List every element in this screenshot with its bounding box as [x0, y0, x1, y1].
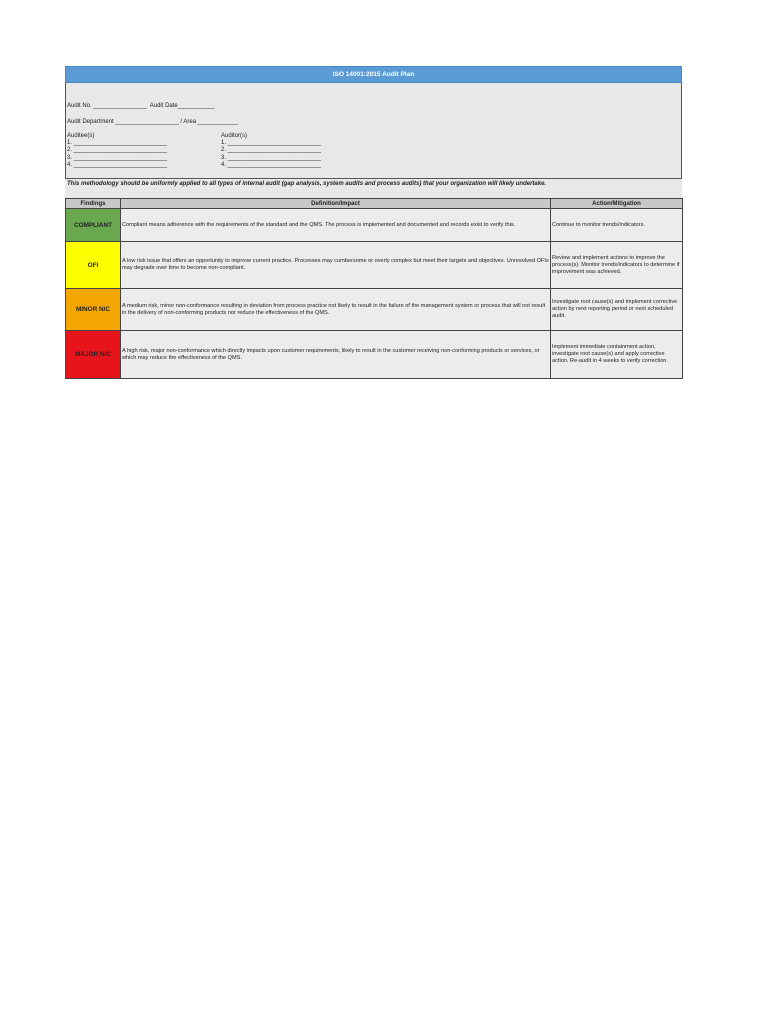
audit-info-box: [65, 83, 682, 179]
auditee-line[interactable]: 4. ____________________________: [67, 161, 168, 168]
auditee-line[interactable]: 1. ____________________________: [67, 140, 168, 147]
finding-compliant: COMPLIANT: [66, 209, 121, 242]
action-header: Action/Mitigation: [551, 199, 683, 209]
auditor-line[interactable]: 2. ____________________________: [221, 147, 322, 154]
definition-cell: Compliant means adherence with the requirements of the standard and the QMS. The process is implemented and documented and records exist to verify this.: [121, 209, 551, 242]
finding-ofi: OFI: [66, 242, 121, 289]
auditee-line[interactable]: 2. ____________________________: [67, 147, 168, 154]
document-title: ISO 14001:2015 Audit Plan: [65, 66, 682, 83]
definition-cell: A low risk issue that offers an opportunity to improve current practice. Processes may cumbersome or overly complex but meet their targets and objectives. Unresolved OFIs may degrade over time to become non-compliant.: [121, 242, 551, 289]
table-row: [66, 209, 683, 242]
action-cell: Continue to monitor trends/indicators.: [551, 209, 683, 242]
finding-minor-nc: MINOR N/C: [66, 289, 121, 331]
auditor-line[interactable]: 4. ____________________________: [221, 161, 322, 168]
methodology-note: [65, 179, 682, 198]
auditor-line[interactable]: 1. ____________________________: [221, 140, 322, 147]
finding-major-nc: MAJOR N/C: [66, 331, 121, 379]
auditors-label: Auditor(s): [221, 133, 248, 139]
table-row: [66, 331, 683, 379]
methodology-note-text: This methodology should be uniformly applied to all types of internal audit (gap analysis, system audits and process audits) that your organization will likely undertake.: [67, 181, 547, 187]
action-cell: Investigate root cause(s) and implement corrective action by next reporting period or next scheduled audit.: [551, 289, 683, 331]
findings-table: [65, 198, 683, 379]
definition-cell: A high risk, major non-conformance which directly impacts upon customer requirements, likely to result in the customer receiving non-conforming products or services, or which may reduce the effectiveness of the QMS.: [121, 331, 551, 379]
auditor-line[interactable]: 3. ____________________________: [221, 154, 322, 161]
auditee-line[interactable]: 3. ____________________________: [67, 154, 168, 161]
definition-header: Definition/Impact: [121, 199, 551, 209]
audit-no-field[interactable]: Audit No. ________________ Audit Date___________: [67, 103, 215, 109]
auditors-list: [221, 133, 321, 169]
action-cell: Implement immediate containment action, investigate root cause(s) and apply corrective action. Re-audit in 4 weeks to verify correction.: [551, 331, 683, 379]
findings-header: Findings: [66, 199, 121, 209]
table-row: [66, 289, 683, 331]
audit-department-field[interactable]: Audit Department ___________________ / Area ____________: [67, 119, 238, 125]
action-cell: Review and implement actions to improve the process(s). Monitor trends/indicators to determine if improvement was achieved.: [551, 242, 683, 289]
auditees-list: [67, 133, 167, 169]
table-header-row: [66, 199, 683, 209]
definition-cell: A medium risk, minor non-conformance resulting in deviation from process practice not likely to result in the failure of the management system or process that will not result in the delivery of non-conforming products nor reduce the effectiveness of the QMS.: [121, 289, 551, 331]
auditees-label: Auditee(s): [67, 133, 95, 139]
table-row: [66, 242, 683, 289]
audit-plan-sheet: [65, 66, 682, 379]
